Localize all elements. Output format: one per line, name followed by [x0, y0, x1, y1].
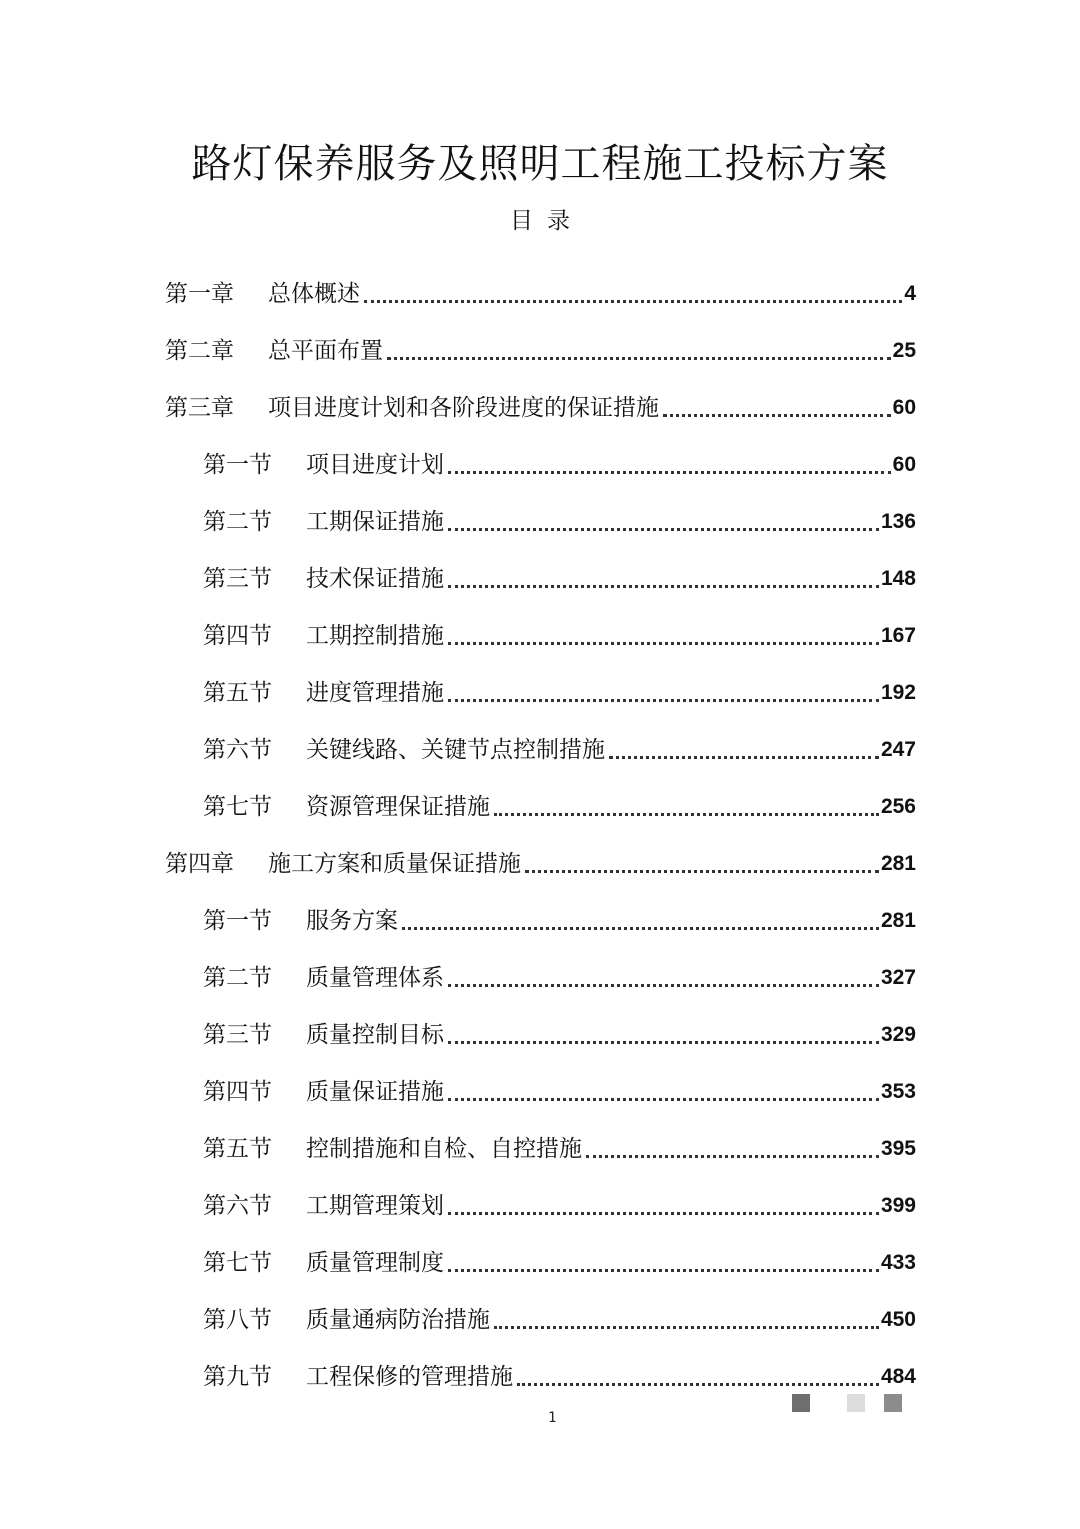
- toc-entry-page: 148: [880, 567, 916, 590]
- toc-entry-title: 工期控制措施: [306, 623, 444, 649]
- toc-entry-title: 质量控制目标: [306, 1022, 444, 1048]
- toc-entry-page: 247: [880, 738, 916, 761]
- document-title: 路灯保养服务及照明工程施工投标方案: [191, 141, 889, 187]
- toc-entry-number: 第五节: [203, 680, 272, 706]
- toc-entry-section[interactable]: [165, 708, 916, 765]
- dot-leader: [448, 579, 879, 588]
- toc-entry-section[interactable]: [165, 594, 916, 651]
- dot-leader: [525, 864, 879, 873]
- toc-entry-section[interactable]: [165, 1221, 916, 1278]
- footer-decoration: [792, 1394, 912, 1414]
- dot-leader: [387, 351, 891, 360]
- decorative-square-icon: [847, 1394, 865, 1412]
- toc-entry-number: 第九节: [203, 1364, 272, 1390]
- toc-entry-number: 第二节: [203, 965, 272, 991]
- toc-entry-page: 60: [892, 396, 916, 419]
- toc-entry-title: 总平面布置: [268, 338, 383, 364]
- toc-entry-number: 第二节: [203, 509, 272, 535]
- toc-entry-page: 25: [892, 339, 916, 362]
- dot-leader: [663, 408, 891, 417]
- toc-entry-number: 第七节: [203, 1250, 272, 1276]
- dot-leader: [364, 294, 902, 303]
- toc-entry-title: 质量管理体系: [306, 965, 444, 991]
- toc-entry-number: 第四节: [203, 1079, 272, 1105]
- toc-entry-number: 第四章: [165, 851, 234, 877]
- toc-entry-number: 第三节: [203, 566, 272, 592]
- toc-entry-page: 327: [880, 966, 916, 989]
- dot-leader: [586, 1149, 879, 1158]
- toc-entry-title: 控制措施和自检、自控措施: [306, 1136, 582, 1162]
- toc-entry-section[interactable]: [165, 1050, 916, 1107]
- dot-leader: [448, 465, 891, 474]
- toc-entry-page: 136: [880, 510, 916, 533]
- toc-entry-title: 资源管理保证措施: [306, 794, 490, 820]
- toc-entry-title: 总体概述: [268, 281, 360, 307]
- toc-entry-section[interactable]: [165, 1107, 916, 1164]
- toc-entry-section[interactable]: [165, 423, 916, 480]
- toc-entry-chapter[interactable]: [165, 252, 916, 309]
- toc-entry-page: 281: [880, 909, 916, 932]
- toc-entry-title: 技术保证措施: [306, 566, 444, 592]
- toc-entry-title: 服务方案: [306, 908, 398, 934]
- toc-entry-page: 484: [880, 1365, 916, 1388]
- decorative-square-icon: [792, 1394, 810, 1412]
- dot-leader: [494, 1320, 879, 1329]
- toc-entry-page: 353: [880, 1080, 916, 1103]
- dot-leader: [448, 693, 879, 702]
- toc-entry-number: 第八节: [203, 1307, 272, 1333]
- toc-entry-number: 第三章: [165, 395, 234, 421]
- toc-entry-title: 质量保证措施: [306, 1079, 444, 1105]
- dot-leader: [448, 1035, 879, 1044]
- toc-entry-section[interactable]: [165, 537, 916, 594]
- toc-entry-page: 395: [880, 1137, 916, 1160]
- dot-leader: [448, 1092, 879, 1101]
- toc-entry-title: 进度管理措施: [306, 680, 444, 706]
- toc-entry-number: 第四节: [203, 623, 272, 649]
- toc-entry-number: 第一节: [203, 452, 272, 478]
- toc-entry-page: 192: [880, 681, 916, 704]
- toc-entry-page: 60: [892, 453, 916, 476]
- toc-entry-number: 第二章: [165, 338, 234, 364]
- dot-leader: [448, 1206, 879, 1215]
- toc-entry-number: 第六节: [203, 1193, 272, 1219]
- dot-leader: [448, 636, 879, 645]
- toc-entry-number: 第一节: [203, 908, 272, 934]
- toc-entry-title: 工程保修的管理措施: [306, 1364, 513, 1390]
- toc-entry-title: 项目进度计划: [306, 452, 444, 478]
- toc-entry-title: 施工方案和质量保证措施: [268, 851, 521, 877]
- toc-entry-number: 第一章: [165, 281, 234, 307]
- toc-entry-title: 质量管理制度: [306, 1250, 444, 1276]
- toc-entry-number: 第七节: [203, 794, 272, 820]
- toc-entry-number: 第五节: [203, 1136, 272, 1162]
- toc-entry-section[interactable]: [165, 993, 916, 1050]
- toc-entry-title: 项目进度计划和各阶段进度的保证措施: [268, 395, 659, 421]
- toc-entry-page: 167: [880, 624, 916, 647]
- toc-entry-page: 281: [880, 852, 916, 875]
- toc-entry-section[interactable]: [165, 1335, 916, 1392]
- toc-entry-page: 399: [880, 1194, 916, 1217]
- toc-entry-title: 关键线路、关键节点控制措施: [306, 737, 605, 763]
- toc-entry-page: 256: [880, 795, 916, 818]
- toc-entry-section[interactable]: [165, 1278, 916, 1335]
- toc-entry-page: 329: [880, 1023, 916, 1046]
- toc-entry-section[interactable]: [165, 480, 916, 537]
- toc-entry-section[interactable]: [165, 651, 916, 708]
- toc-entry-title: 工期管理策划: [306, 1193, 444, 1219]
- dot-leader: [402, 921, 879, 930]
- dot-leader: [448, 1263, 879, 1272]
- dot-leader: [494, 807, 879, 816]
- dot-leader: [448, 522, 879, 531]
- toc-entry-page: 433: [880, 1251, 916, 1274]
- toc-heading: 目录: [510, 208, 584, 234]
- toc-entry-chapter[interactable]: [165, 366, 916, 423]
- toc-entry-title: 质量通病防治措施: [306, 1307, 490, 1333]
- dot-leader: [448, 978, 879, 987]
- table-of-contents: [165, 252, 916, 1392]
- footer-page-number: 1: [548, 1410, 557, 1426]
- decorative-square-icon: [884, 1394, 902, 1412]
- toc-entry-section[interactable]: [165, 879, 916, 936]
- toc-entry-section[interactable]: [165, 765, 916, 822]
- dot-leader: [517, 1377, 879, 1386]
- dot-leader: [609, 750, 879, 759]
- toc-entry-section[interactable]: [165, 936, 916, 993]
- toc-entry-number: 第三节: [203, 1022, 272, 1048]
- toc-entry-number: 第六节: [203, 737, 272, 763]
- toc-entry-section[interactable]: [165, 1164, 916, 1221]
- toc-entry-page: 4: [904, 282, 916, 305]
- toc-entry-chapter[interactable]: [165, 309, 916, 366]
- toc-entry-chapter[interactable]: [165, 822, 916, 879]
- toc-entry-title: 工期保证措施: [306, 509, 444, 535]
- toc-entry-page: 450: [880, 1308, 916, 1331]
